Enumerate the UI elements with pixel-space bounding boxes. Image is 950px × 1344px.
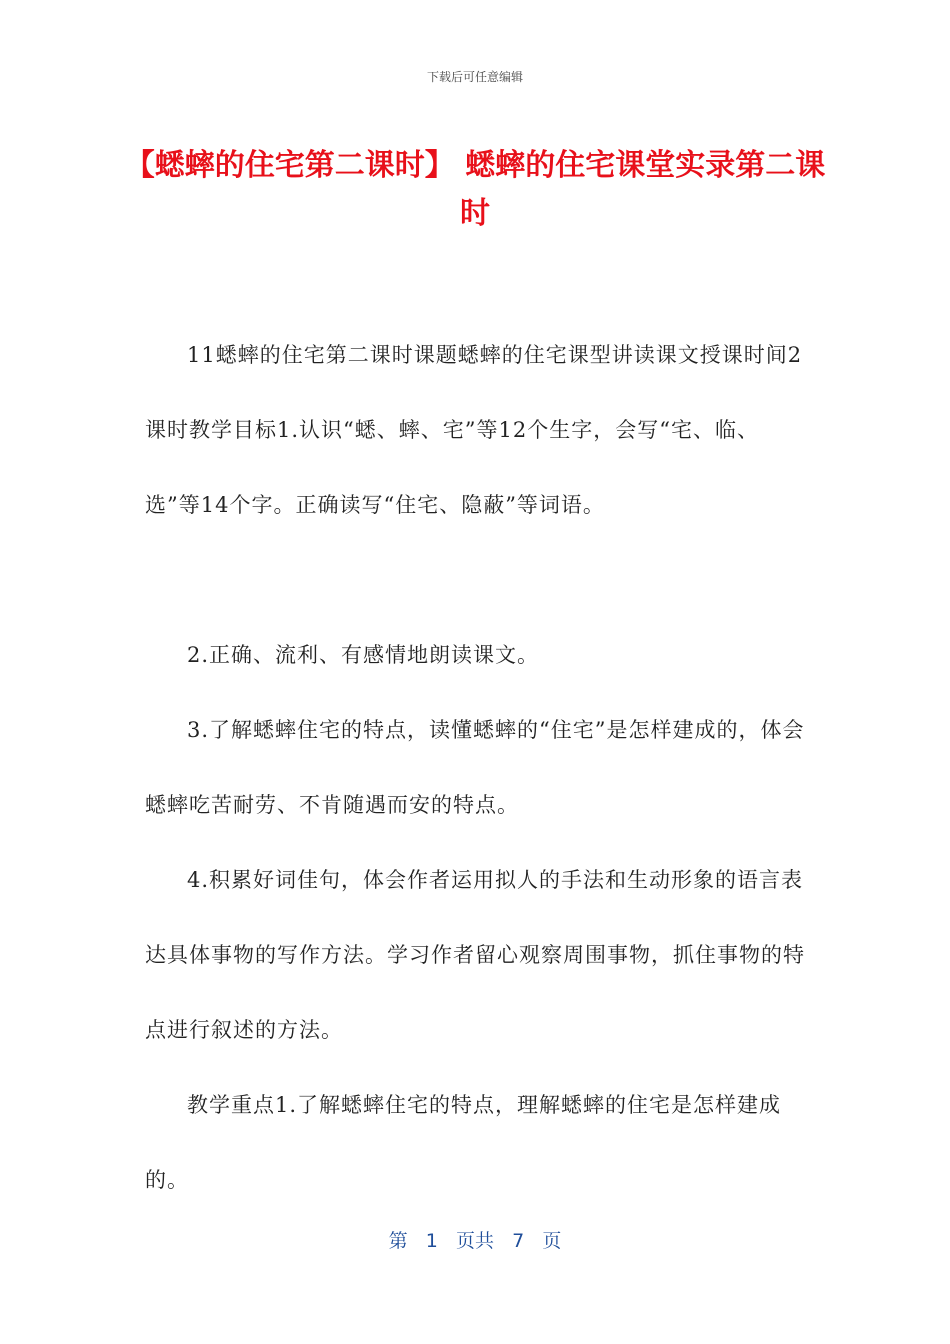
paragraph: 11蟋蟀的住宅第二课时课题蟋蟀的住宅课型讲读课文授课时间2课时教学目标1.认识“蟋、蟀、宅”等12个生字，会写“宅、临、选”等14个字。正确读写“住宅、隐蔽”等词语。	[145, 343, 803, 517]
paragraph: 4.积累好词佳句，体会作者运用拟人的手法和生动形象的语言表达具体事物的写作方法。学习作者留心观察周围事物，抓住事物的特点进行叙述的方法。	[145, 868, 805, 1042]
document-body	[145, 318, 805, 1218]
page-label-mid: 页共	[455, 1230, 494, 1252]
page-total: 7	[512, 1230, 525, 1252]
document-title: 【蟋蟀的住宅第二课时】 蟋蟀的住宅课堂实录第二课时	[124, 148, 826, 231]
paragraph: 2.正确、流利、有感情地朗读课文。	[187, 643, 540, 667]
paragraph: 3.了解蟋蟀住宅的特点，读懂蟋蟀的“住宅”是怎样建成的，体会蟋蟀吃苦耐劳、不肯随遇而安的特点。	[145, 718, 805, 817]
page-footer	[0, 1226, 950, 1253]
paragraph: 教学重点1.了解蟋蟀住宅的特点，理解蟋蟀的住宅是怎样建成的。	[145, 1093, 782, 1192]
page-label-prefix: 第	[388, 1230, 408, 1252]
page-label-suffix: 页	[542, 1230, 562, 1252]
header-note: 下载后可任意编辑	[426, 70, 523, 84]
page-current: 1	[425, 1230, 438, 1252]
